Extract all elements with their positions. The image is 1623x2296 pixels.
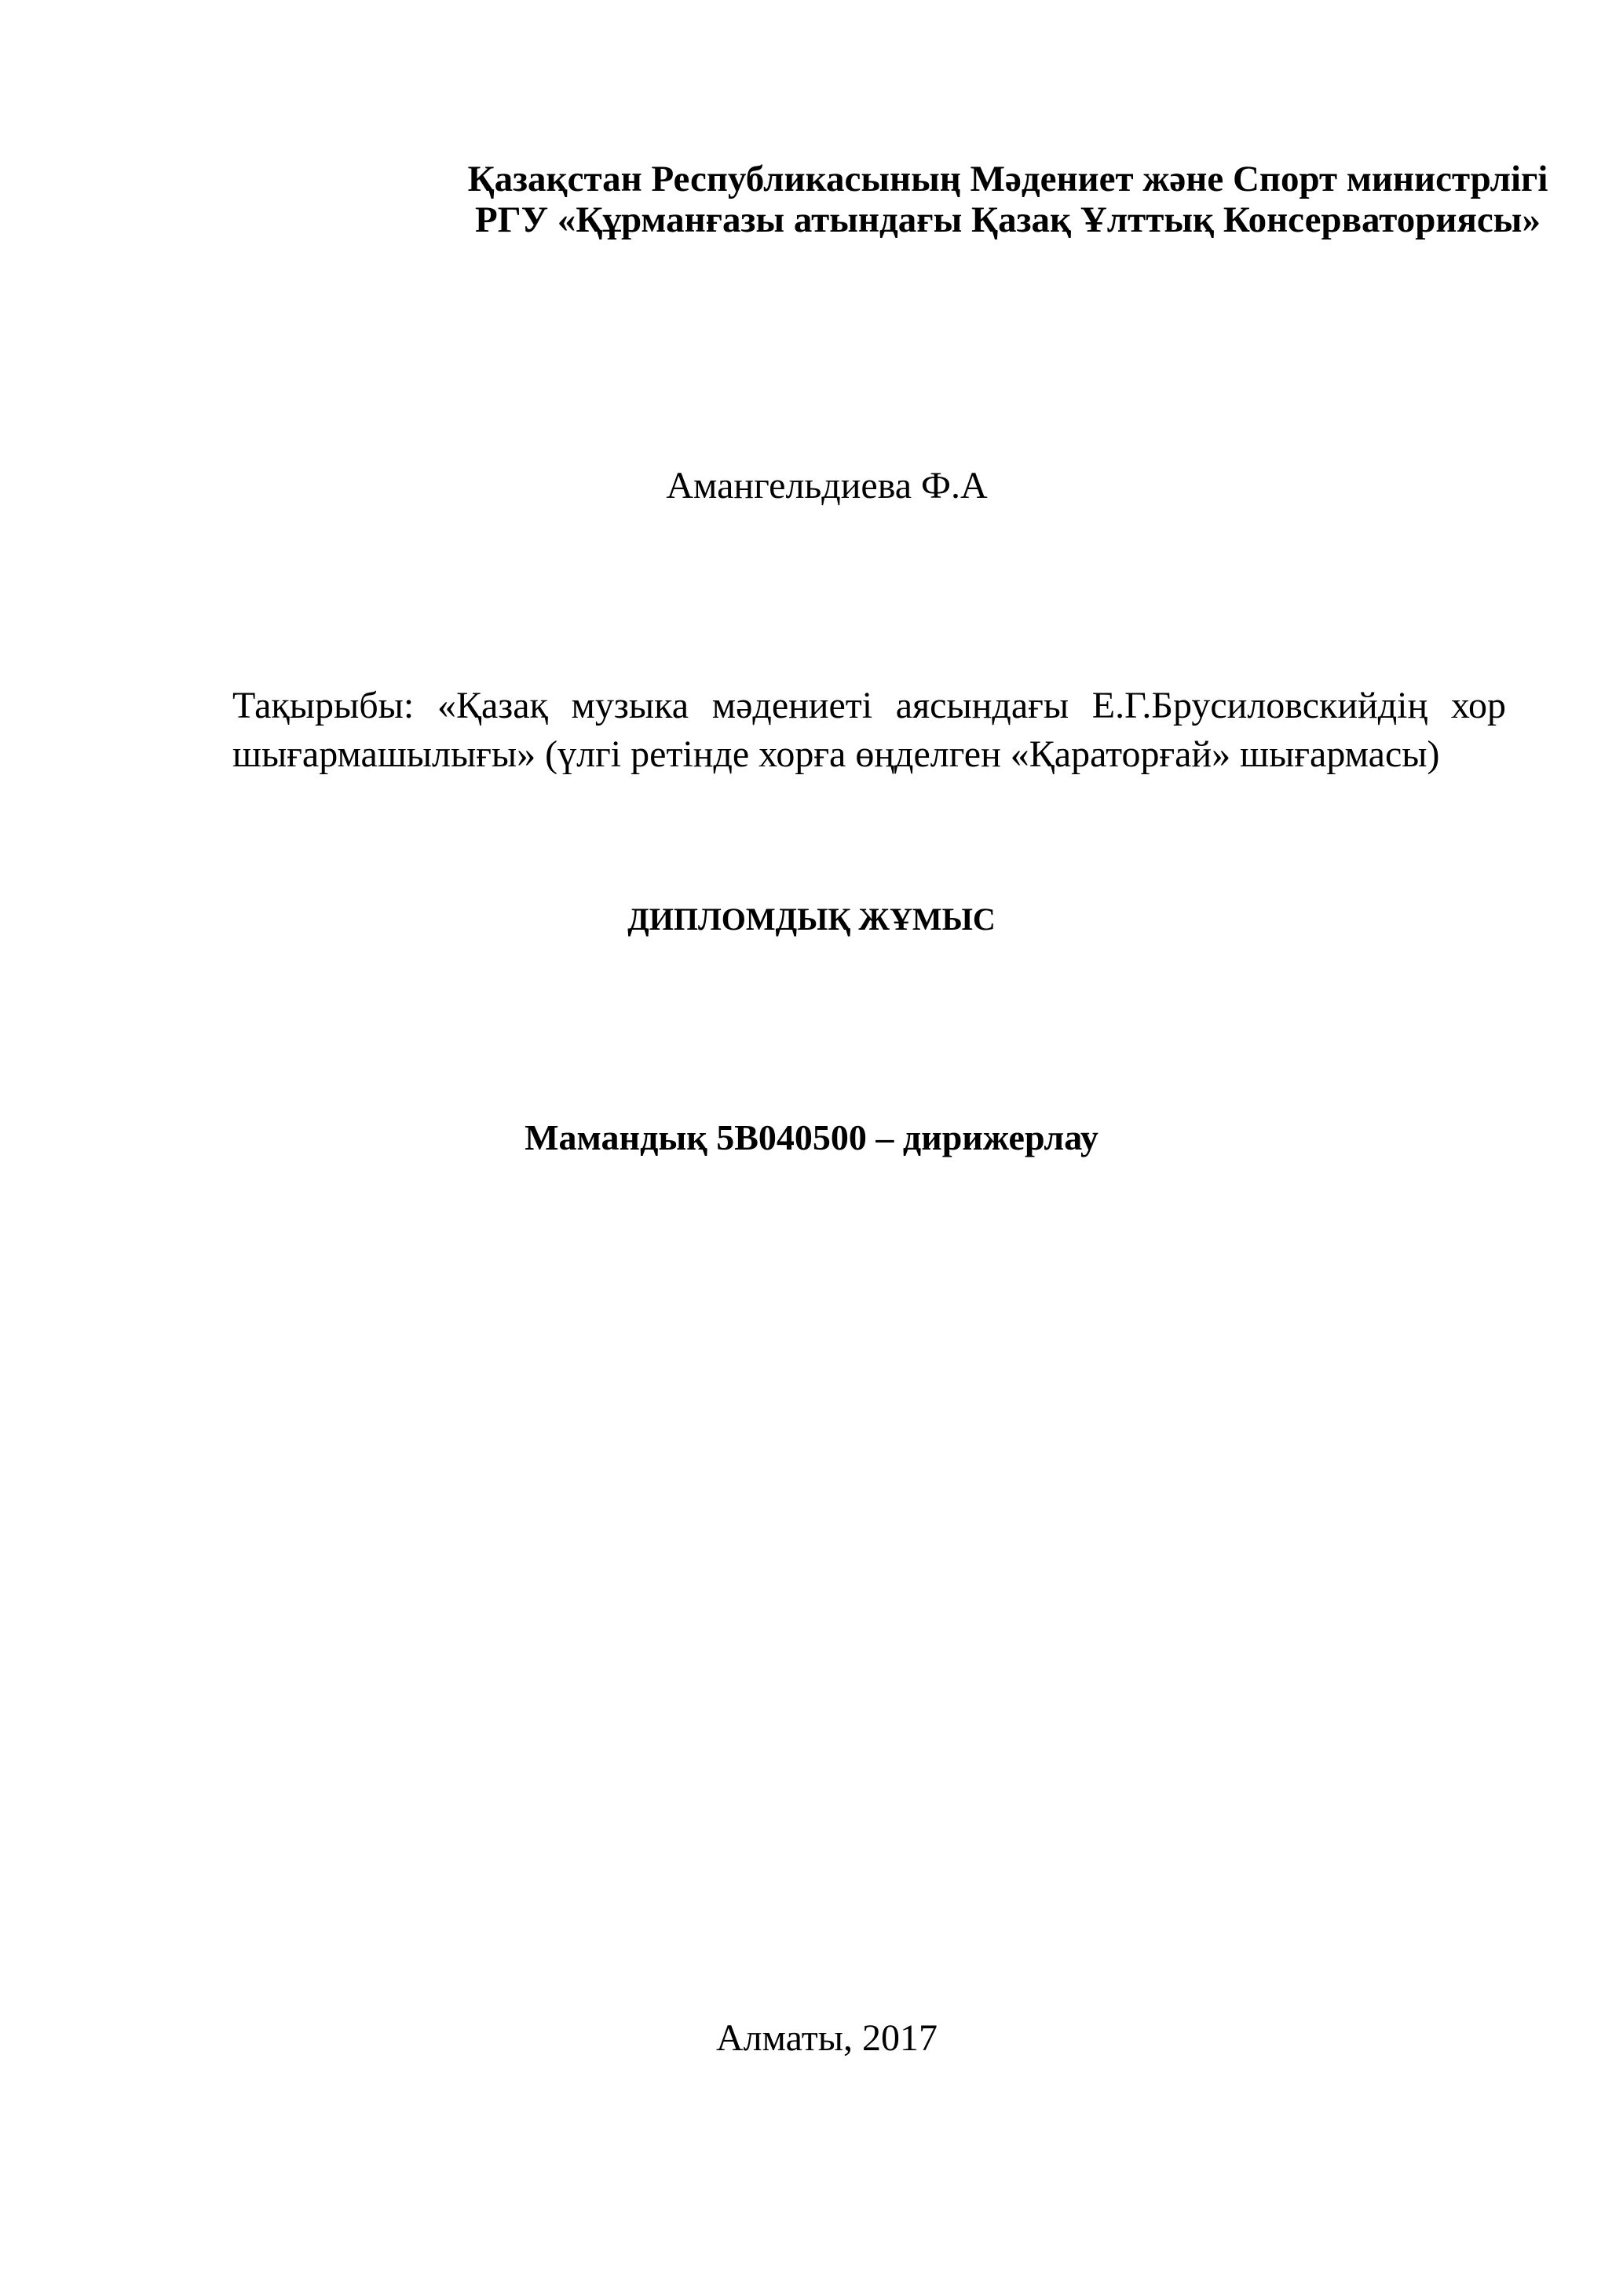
ministry-header: Қазақстан Республикасының Мәдениет және Спорт министрлігі bbox=[467, 159, 1548, 199]
author-name: Амангельдиева Ф.А bbox=[666, 465, 988, 506]
specialty-line: Мамандық 5В040500 – дирижерлау bbox=[525, 1117, 1098, 1157]
city-year: Алматы, 2017 bbox=[716, 2017, 938, 2059]
topic-line-1: Тақырыбы: «Қазақ музыка мәдениеті аясындағы Е.Г.Брусиловскийдің хор bbox=[232, 685, 1506, 726]
topic-line-2: шығармашылығы» (үлгі ретінде хорға өңделген «Қараторғай» шығармасы) bbox=[232, 733, 1440, 775]
conservatory-header: РГУ «Құрманғазы атындағы Қазақ Ұлттық Консерваториясы» bbox=[475, 199, 1541, 240]
work-type-title: ДИПЛОМДЫҚ ЖҰМЫС bbox=[627, 901, 996, 937]
topic-block bbox=[232, 682, 1506, 779]
